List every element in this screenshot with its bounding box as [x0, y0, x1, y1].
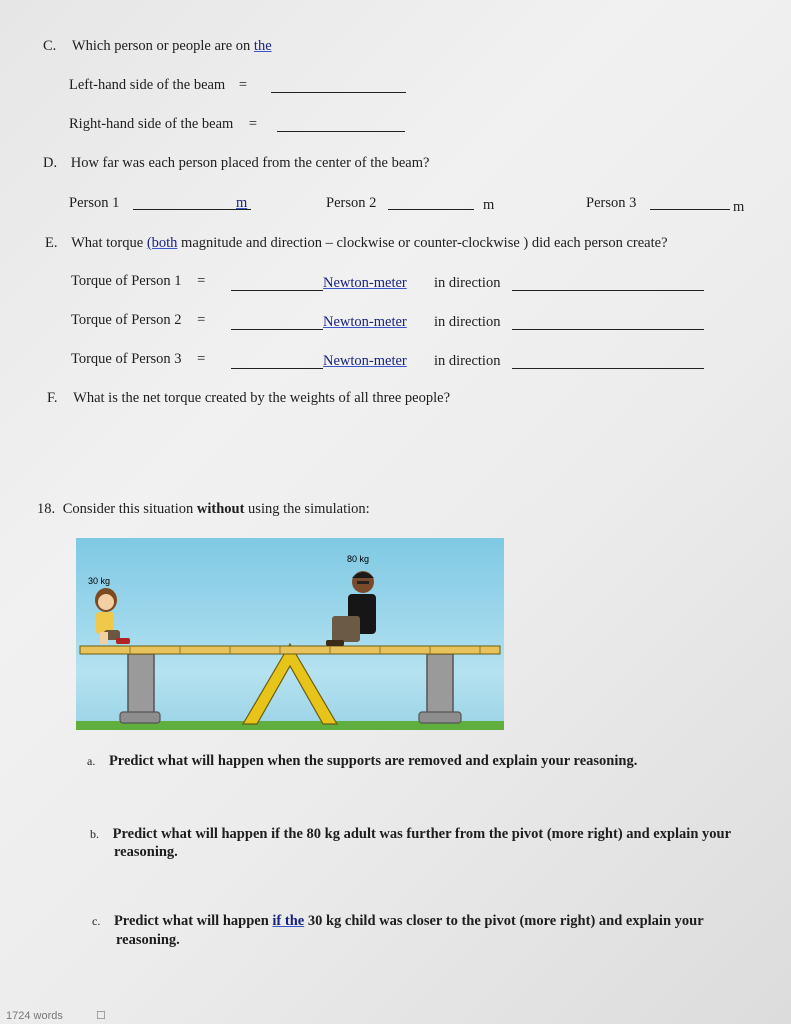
torque-label: Torque of Person 2 — [71, 312, 182, 328]
section-e-question-text: What torque — [71, 235, 147, 251]
torque1-direction-label: in direction — [434, 275, 501, 291]
child-figure — [95, 588, 130, 644]
subquestion-c-text-rest: 30 kg child was closer to the pivot (more right) and explain your — [304, 913, 704, 929]
section-e-label: E. — [45, 235, 58, 251]
left-side-row — [69, 77, 247, 94]
torque3-direction-label: in direction — [434, 353, 501, 369]
torque-person3-row — [71, 351, 205, 368]
equals-sign: = — [197, 273, 206, 289]
proofing-icon[interactable]: ☐ — [95, 1010, 106, 1022]
subquestion-a-text: Predict what will happen when the supports are removed and explain your reasoning. — [108, 753, 638, 769]
section-e-question — [45, 235, 668, 252]
question-18-text-rest: using the simulation: — [244, 501, 370, 517]
word-count[interactable]: 1724 words — [6, 1010, 63, 1022]
torque-person2-row — [71, 312, 205, 329]
torque-label: Torque of Person 3 — [71, 351, 182, 367]
person3-unit: m — [733, 199, 745, 215]
torque2-direction-label: in direction — [434, 314, 501, 330]
equals-sign: = — [238, 77, 248, 93]
section-f-label: F. — [47, 390, 58, 406]
status-bar — [0, 1009, 106, 1022]
person1-distance-line[interactable] — [133, 209, 251, 210]
torque3-direction-line[interactable] — [512, 368, 704, 369]
subquestion-b-line2 — [114, 844, 178, 861]
left-support-base — [120, 712, 160, 723]
person2-label: Person 2 — [326, 195, 377, 211]
equals-sign: = — [197, 312, 206, 328]
pivot-triangle — [243, 644, 337, 724]
section-e-question-rest: magnitude and direction – clockwise or counter-clockwise ) did each person create? — [177, 235, 668, 251]
section-e-both: (both — [146, 235, 178, 251]
torque1-direction-line[interactable] — [512, 290, 704, 291]
torque1-unit: Newton-meter — [323, 275, 407, 291]
section-c-the: the — [253, 38, 272, 54]
seesaw-beam — [80, 646, 500, 654]
section-f-question-text: What is the net torque created by the weights of all three people? — [73, 390, 451, 406]
subquestion-a-label: a. — [87, 754, 96, 768]
torque2-magnitude-line[interactable] — [231, 329, 323, 330]
section-d-question-text: How far was each person placed from the center of the beam? — [70, 155, 430, 171]
torque2-direction-line[interactable] — [512, 329, 704, 330]
subquestion-b-text: Predict what will happen if the 80 kg adult was further from the pivot (more right) and explain your — [112, 826, 732, 842]
subquestion-b-text-cont: reasoning. — [114, 844, 178, 860]
section-c-label: C. — [43, 38, 57, 54]
person1-label: Person 1 — [69, 195, 120, 211]
person1-unit: m — [236, 195, 248, 211]
right-side-label: Right-hand side of the beam — [69, 116, 234, 132]
section-f-question — [47, 390, 450, 407]
left-mass-label: 30 kg — [88, 576, 111, 586]
subquestion-b-label: b. — [90, 827, 99, 841]
question-18-text: Consider this situation — [62, 501, 197, 517]
torque3-unit: Newton-meter — [323, 353, 407, 369]
equals-sign: = — [248, 116, 258, 132]
person3-distance-line[interactable] — [650, 209, 730, 210]
torque3-magnitude-line[interactable] — [231, 368, 323, 369]
right-support-base — [419, 712, 461, 723]
subquestion-c-line2 — [116, 932, 180, 949]
subquestion-c-if-the: if the — [272, 913, 305, 929]
torque1-magnitude-line[interactable] — [231, 290, 323, 291]
seesaw-scene-svg — [76, 538, 504, 730]
subquestion-c-text-cont: reasoning. — [116, 932, 180, 948]
subquestion-a — [87, 753, 637, 770]
adult-figure — [326, 571, 376, 646]
seesaw-simulation-image — [76, 538, 504, 730]
torque2-unit: Newton-meter — [323, 314, 407, 330]
right-side-row — [69, 116, 257, 133]
left-side-label: Left-hand side of the beam — [69, 77, 226, 93]
person2-distance-line[interactable] — [388, 209, 474, 210]
question-18-number: 18. — [37, 501, 56, 517]
person2-unit: m — [483, 197, 495, 213]
left-side-answer-line[interactable] — [271, 92, 406, 93]
section-d-question — [43, 155, 429, 172]
subquestion-b — [90, 826, 731, 843]
torque-person1-row — [71, 273, 205, 290]
right-mass-label: 80 kg — [347, 554, 370, 564]
right-support-post — [427, 654, 453, 714]
section-c-question — [43, 38, 272, 55]
section-c-question-text: Which person or people are on — [71, 38, 254, 54]
subquestion-c-label: c. — [92, 914, 101, 928]
equals-sign: = — [197, 351, 206, 367]
question-18-bold: without — [196, 501, 245, 517]
subquestion-c-text: Predict what will happen — [113, 913, 273, 929]
person3-label: Person 3 — [586, 195, 637, 211]
left-support-post — [128, 654, 154, 714]
torque-label: Torque of Person 1 — [71, 273, 182, 289]
question-18 — [37, 501, 370, 518]
subquestion-c — [92, 913, 704, 930]
section-d-label: D. — [43, 155, 58, 171]
right-side-answer-line[interactable] — [277, 131, 405, 132]
